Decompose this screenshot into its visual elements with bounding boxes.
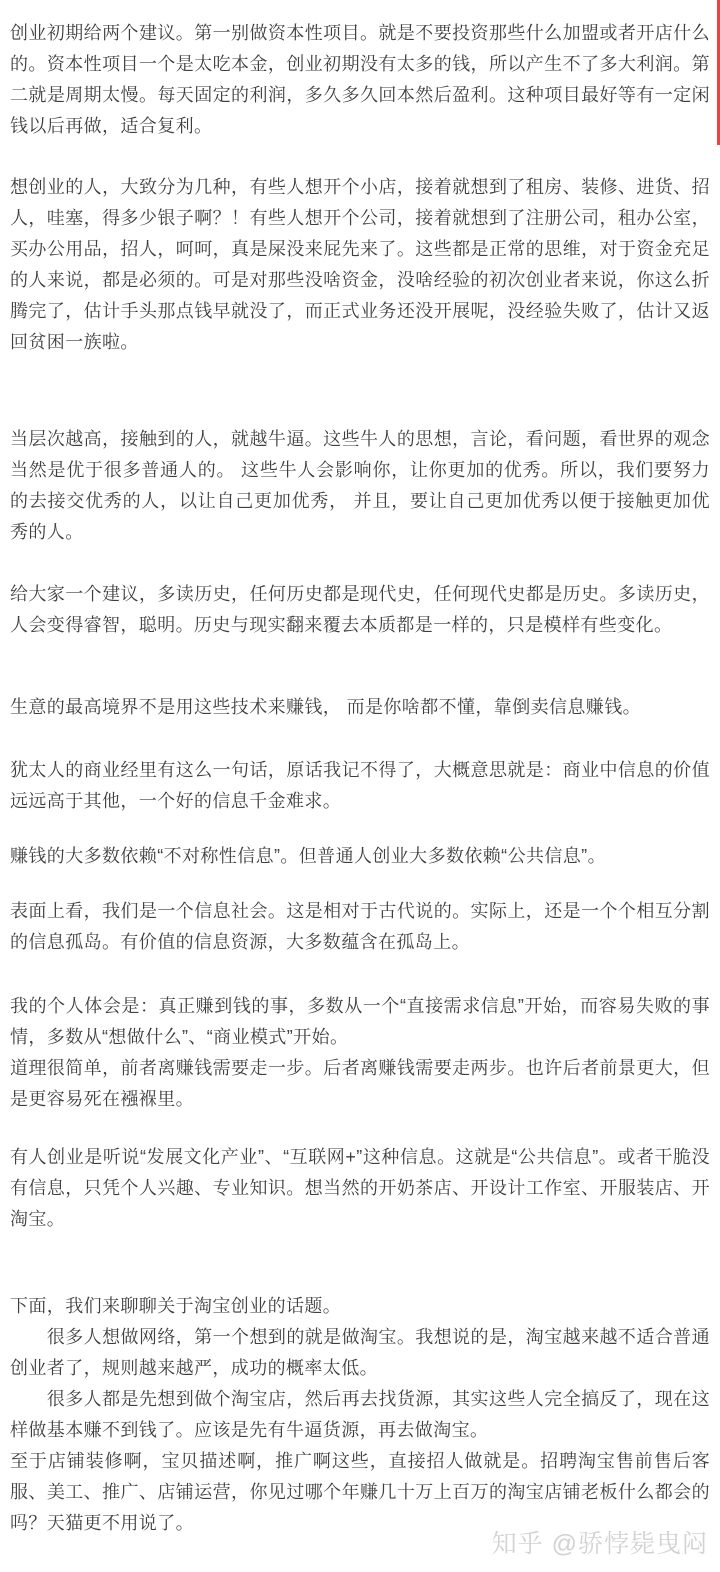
paragraph: 很多人想做网络，第一个想到的就是做淘宝。我想说的是，淘宝越来越不适合普通创业者了，规则越来越严，成功的概率太低。 <box>10 1327 710 1378</box>
paragraph: 表面上看，我们是一个信息社会。这是相对于古代说的。实际上，还是一个个相互分割的信息孤岛。有价值的信息资源，大多数蕴含在孤岛上。 <box>10 901 710 952</box>
paragraph: 犹太人的商业经里有这么一句话，原话我记不得了，大概意思就是：商业中信息的价值远远高于其他，一个好的信息千金难求。 <box>10 760 710 811</box>
paragraph: 当层次越高，接触到的人，就越牛逼。这些牛人的思想，言论，看问题，看世界的观念当然是优于很多普通人的。 这些牛人会影响你，让你更加的优秀。所以，我们要努力的去接交优秀的人，以让自己更加优秀， 并且，要让自己更加优秀以便于接触更加优秀的人。 <box>10 429 710 542</box>
paragraph: 很多人都是先想到做个淘宝店，然后再去找货源，其实这些人完全搞反了，现在这样做基本赚不到钱了。应该是先有牛逼货源，再去做淘宝。 <box>10 1389 710 1440</box>
paragraph: 至于店铺装修啊，宝贝描述啊，推广啊这些，直接招人做就是。招聘淘宝售前售后客服、美工、推广、店铺运营，你见过哪个年赚几十万上百万的淘宝店铺老板什么都会的吗？天猫更不用说了。 <box>10 1451 710 1533</box>
paragraph: 想创业的人，大致分为几种，有些人想开个小店，接着就想到了租房、装修、进货、招人，哇塞，得多少银子啊？！有些人想开个公司，接着就想到了注册公司，租办公室，买办公用品，招人，呵呵，真是屎没来屁先来了。这些都是正常的思维，对于资金充足的人来说，都是必须的。可是对那些没啥资金，没啥经验的初次创业者来说，你这么折腾完了，估计手头那点钱早就没了，而正式业务还没开展呢，没经验失败了，估计又返回贫困一族啦。 <box>10 177 710 352</box>
paragraph: 生意的最高境界不是用这些技术来赚钱， 而是你啥都不懂，靠倒卖信息赚钱。 <box>10 697 641 717</box>
paragraph: 下面，我们来聊聊关于淘宝创业的话题。 <box>10 1296 342 1316</box>
paragraph: 我的个人体会是：真正赚到钱的事，多数从一个“直接需求信息”开始，而容易失败的事情，多数从“想做什么”、“商业模式”开始。 <box>10 996 710 1047</box>
paragraph: 有人创业是听说“发展文化产业”、“互联网+”这种信息。这就是“公共信息”。或者干脆没有信息，只凭个人兴趣、专业知识。想当然的开奶茶店、开设计工作室、开服装店、开淘宝。 <box>10 1147 710 1229</box>
paragraph: 给大家一个建议，多读历史，任何历史都是现代史，任何现代史都是历史。多读历史，人会变得睿智，聪明。历史与现实翻来覆去本质都是一样的，只是模样有些变化。 <box>10 584 710 635</box>
paragraph: 赚钱的大多数依赖“不对称性信息”。但普通人创业大多数依赖“公共信息”。 <box>10 846 606 866</box>
paragraph: 创业初期给两个建议。第一别做资本性项目。就是不要投资那些什么加盟或者开店什么的。资本性项目一个是太吃本金，创业初期没有太多的钱，所以产生不了多大利润。第二就是周期太慢。每天固定的利润，多久多久回本然后盈利。这种项目最好等有一定闲钱以后再做，适合复利。 <box>10 23 710 136</box>
paragraph: 道理很简单，前者离赚钱需要走一步。后者离赚钱需要走两步。也许后者前景更大，但是更容易死在襁褓里。 <box>10 1058 710 1109</box>
zhihu-watermark: 知乎 @骄悖毙曳闷 <box>491 1530 708 1558</box>
